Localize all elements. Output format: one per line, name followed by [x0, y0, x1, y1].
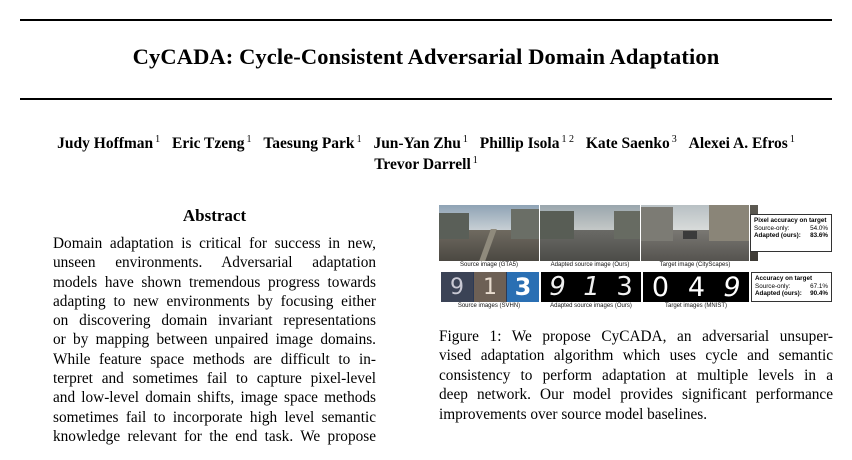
- author-affiliation: 1: [462, 133, 468, 145]
- stats-title: Pixel accuracy on target: [754, 217, 827, 224]
- abstract-line: terpret and sometimes fail to capture pixel-level: [53, 370, 376, 388]
- mnist-target-images: [643, 272, 749, 302]
- stats-value: 54.0%: [810, 224, 828, 232]
- author: [586, 135, 677, 152]
- figure-1: [439, 205, 834, 321]
- abstract-line: on discovering domain invariant representations: [53, 312, 376, 330]
- author-affiliation: 1: [472, 154, 478, 166]
- adapted-digit: 9: [549, 272, 566, 302]
- caption-source-svhn: Source images (SVHN): [457, 303, 521, 309]
- author-affiliation: 1: [155, 133, 161, 145]
- author: [373, 135, 467, 152]
- caption-line: consistency to perform adaptation at multiple levels in a: [439, 366, 833, 384]
- stats-label: Adapted (ours):: [755, 290, 802, 297]
- author: [57, 135, 160, 152]
- caption-line: improvements over source model baselines.: [439, 405, 708, 423]
- abstract-line: unseen environments. Adversarial adaptation: [53, 254, 376, 272]
- adapted-digit: 3: [616, 272, 633, 302]
- svhn-source-images: [441, 272, 539, 302]
- author-name: Eric Tzeng: [172, 135, 245, 152]
- caption-target-cityscapes: Target image (CityScapes): [659, 262, 731, 268]
- author-name: Phillip Isola: [479, 135, 560, 152]
- caption-line: deep network. Our model provides significant performance: [439, 386, 833, 404]
- author-name: Taesung Park: [263, 135, 355, 152]
- title-bottom-rule: [20, 98, 832, 100]
- mnist-digit: 9: [723, 272, 741, 302]
- caption-source-gta5: Source image (GTA5): [460, 262, 518, 268]
- stats-title: Accuracy on target: [755, 275, 813, 282]
- pixel-accuracy-box: [750, 214, 832, 252]
- adapted-digit: 1: [583, 272, 600, 302]
- author: [172, 135, 251, 152]
- stats-label: Source-only:: [755, 282, 791, 290]
- author: [374, 156, 478, 173]
- stats-row-source: [755, 283, 828, 291]
- mnist-digit: 0: [651, 272, 670, 302]
- cityscapes-target-image: [641, 205, 749, 261]
- svhn-digit: 9: [441, 272, 473, 302]
- author-name: Jun-Yan Zhu: [373, 135, 461, 152]
- author-affiliation: 1 2: [561, 133, 574, 145]
- abstract-line: or by mapping between unpaired image domains.: [53, 331, 376, 349]
- author-name: Trevor Darrell: [374, 156, 471, 173]
- abstract-line: While feature space methods are difficult to in-: [53, 350, 376, 368]
- mnist-digit: 4: [687, 272, 706, 302]
- paper-title: CyCADA: Cycle-Consistent Adversarial Domain Adaptation: [132, 44, 720, 69]
- author: [689, 135, 795, 152]
- author-list: [0, 133, 852, 175]
- abstract-heading: Abstract: [182, 206, 247, 225]
- adapted-digit-images: [541, 272, 641, 302]
- abstract-line: and low-level domain shifts, image space methods: [53, 389, 376, 407]
- stats-row-source: [754, 225, 828, 233]
- gta5-source-image: [439, 205, 539, 261]
- caption-adapted: Adapted source image (Ours): [550, 262, 630, 268]
- caption-line: Figure 1: We propose CyCADA, an adversarial unsuper-: [439, 328, 833, 345]
- caption-line: vised adaptation algorithm which uses cycle and semantic: [439, 347, 833, 365]
- abstract-line: knowledge relevant for the end task. We propose: [53, 427, 376, 445]
- author-affiliation: 1: [246, 133, 252, 145]
- author: [480, 135, 574, 152]
- adapted-source-image: [540, 205, 640, 261]
- stats-row-adapted: [755, 290, 828, 298]
- author-affiliation: 1: [789, 133, 795, 145]
- stats-value: 90.4%: [810, 290, 828, 297]
- stats-label: Source-only:: [754, 224, 790, 232]
- author-name: Alexei A. Efros: [688, 135, 788, 152]
- author-name: Judy Hoffman: [57, 135, 154, 152]
- stats-row-adapted: [754, 232, 828, 240]
- digit-accuracy-box: [751, 272, 832, 302]
- stats-value: 83.6%: [810, 232, 828, 239]
- stats-label: Adapted (ours):: [754, 232, 801, 239]
- caption-adapted-digits: Adapted source images (Ours): [550, 303, 632, 309]
- author-affiliation: 1: [356, 133, 362, 145]
- abstract-line: sometimes fail to incorporate high level semantic: [53, 408, 376, 426]
- abstract-body: [53, 234, 376, 446]
- stats-value: 67.1%: [810, 282, 828, 290]
- svhn-digit: 1: [474, 272, 506, 302]
- author-affiliation: 3: [671, 133, 677, 145]
- figure-caption: [439, 327, 833, 424]
- abstract-line: adapting to new environments by focusing either: [53, 292, 376, 310]
- abstract-line: Domain adaptation is critical for success in new,: [53, 235, 376, 252]
- author: [263, 135, 361, 152]
- svhn-digit: 3: [507, 272, 539, 302]
- abstract-line: models have shown tremendous progress towards: [53, 273, 376, 291]
- caption-target-mnist: Target images (MNIST): [664, 303, 727, 309]
- top-rule: [20, 19, 832, 21]
- author-name: Kate Saenko: [585, 135, 670, 152]
